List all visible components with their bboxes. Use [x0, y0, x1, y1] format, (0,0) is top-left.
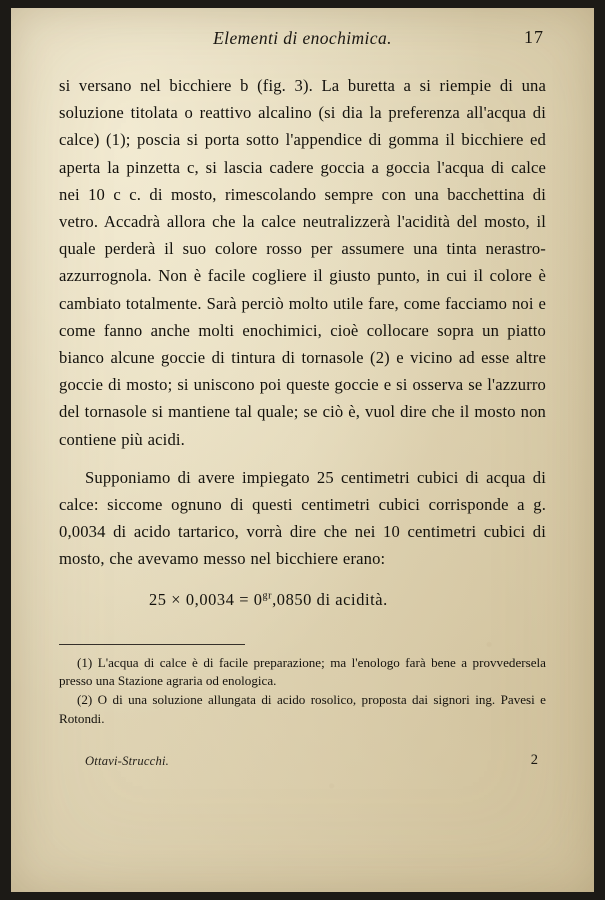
- running-head: [59, 24, 546, 58]
- page-number: 17: [524, 27, 544, 47]
- paragraph-1: si versano nel bicchiere b (fig. 3). La buretta a si riempie di una soluzione titolata o reattivo alcalino (si dia la preferenza all'acqua di calce) (1); poscia si porta sotto l'appendice di gomma il bicchiere ed aperta la pinzetta c, si lascia cadere goccia a goccia l'acqua di calce nei 10 c c. di mosto, rimescolando sempre con una bacchettina di vetro. Accadrà allora che la calce neutralizzerà l'acidità del mosto, il quale perderà il suo colore rosso per assumere una tinta nerastro-azzurrognola. Non è facile cogliere il giusto punto, in cui il colore è cambiato totalmente. Sarà perciò molto utile fare, come facciamo noi e come fanno anche molti enochimici, cioè collocare sopra un piatto bianco alcune goccie di tintura di tornasole (2) e vicino ad esse altre goccie di mosto; si uniscono poi queste goccie e si osserva se l'azzurro del tornasole si mantiene tal quale; se ciò è, vuol dire che il mosto non contiene più acidi.: [59, 76, 546, 449]
- formula-lead: 25: [149, 589, 172, 609]
- footnote-divider: [59, 644, 245, 645]
- paragraph-2: Supponiamo di avere impiegato 25 centimetri cubici di acqua di calce: siccome ognuno di questi centimetri cubici corrisponde a g. 0,0034 di acido tartarico, vorrà dire che nei 10 centimetri cubici di mosto, che avevamo messo nel bicchiere erano:: [59, 467, 546, 569]
- running-head-title: Elementi di enochimica.: [213, 28, 392, 48]
- body-text: [59, 72, 546, 610]
- formula-factor: 0,0034 = 0: [181, 589, 263, 609]
- formula-tail: ,0850 di acidità.: [272, 589, 388, 609]
- formula-line: [59, 590, 546, 610]
- formula-superscript: gr: [262, 590, 273, 602]
- signature-line: [59, 754, 546, 774]
- footnotes: [59, 654, 546, 729]
- footnote-1: (1) L'acqua di calce è di facile preparazione; ma l'enologo farà bene a provvedersela presso una Stazione agraria od enologica.: [59, 654, 546, 689]
- signature-text: Ottavi-Strucchi.: [85, 754, 169, 769]
- signature-number: 2: [530, 752, 538, 769]
- multiplication-sign: ×: [171, 589, 182, 609]
- page-content: [59, 24, 546, 774]
- footnote-2: (2) O di una soluzione allungata di acido rosolico, proposta dai signori ing. Pavesi e Rotondi.: [59, 692, 546, 726]
- book-page: [11, 8, 594, 892]
